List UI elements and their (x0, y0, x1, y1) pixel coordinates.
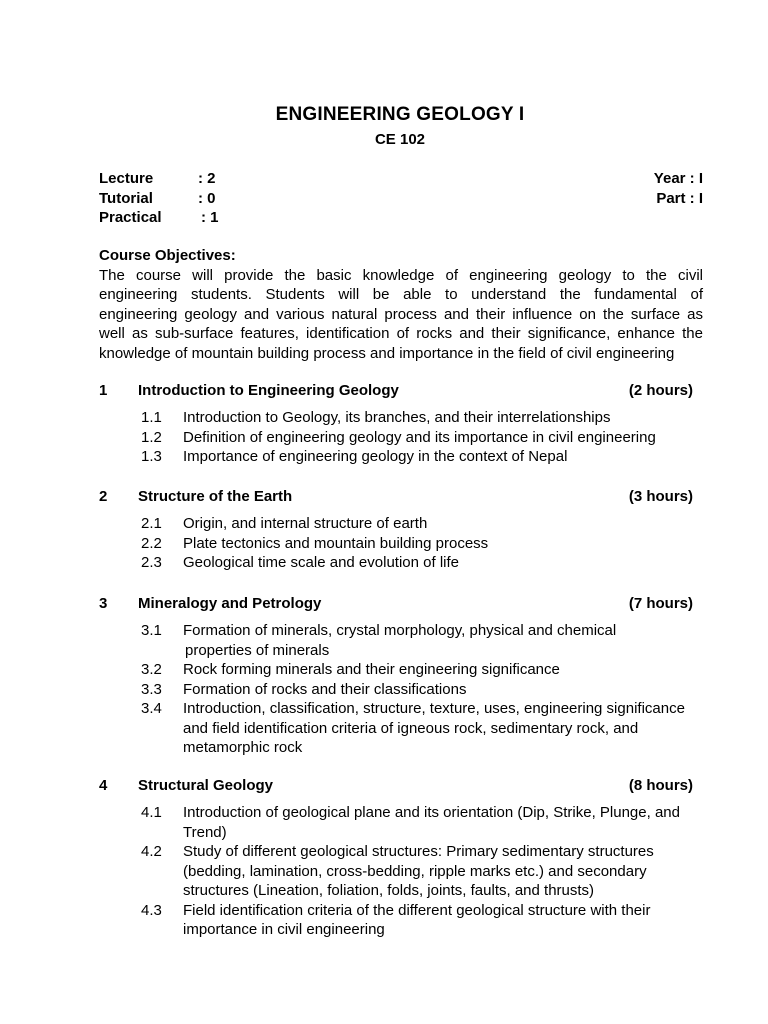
item-text: Rock forming minerals and their engineering significance (183, 661, 560, 678)
item-text: Plate tectonics and mountain building process (183, 534, 489, 552)
objectives-text (99, 266, 703, 364)
section-title: Introduction to Engineering Geology (138, 382, 399, 399)
item-line: Trend) (183, 823, 227, 841)
item-number: 3.4 (141, 700, 162, 717)
section-item (99, 699, 693, 758)
objectives-line: knowledge of mountain building process and importance in the field of civil engineering (99, 344, 675, 362)
item-text (183, 803, 693, 842)
item-number: 4.3 (141, 901, 162, 919)
item-text: Importance of engineering geology in the context of Nepal (183, 448, 568, 465)
year-value: Year : I (653, 170, 703, 187)
section-1 (99, 381, 693, 467)
item-line: Study of different geological structures: Primary sedimentary structures (183, 843, 654, 860)
item-line: (bedding, lamination, cross-bedding, ripple marks etc.) and secondary (183, 862, 647, 880)
section-title: Structural Geology (138, 777, 274, 794)
item-line: properties of minerals (185, 641, 330, 659)
item-line: Formation of minerals, crystal morphology, physical and chemical (183, 622, 617, 639)
section-item (99, 901, 693, 940)
item-number: 4.2 (141, 843, 162, 860)
section-item (99, 680, 693, 700)
section-number: 3 (99, 595, 108, 612)
item-number: 1.1 (141, 409, 162, 426)
objectives-line: The course will provide the basic knowledge of engineering geology to the civil (99, 266, 703, 284)
section-item (99, 408, 693, 428)
section-item (99, 660, 693, 680)
course-title: ENGINEERING GEOLOGY I (275, 104, 525, 125)
course-meta (99, 169, 703, 228)
section-item (99, 621, 693, 660)
section-title: Mineralogy and Petrology (138, 595, 322, 612)
meta-row-lecture (99, 169, 703, 189)
section-items (99, 514, 693, 573)
meta-row-tutorial (99, 189, 703, 209)
item-number: 1.3 (141, 448, 162, 465)
tutorial-value: : 0 (198, 189, 216, 207)
section-hours: (8 hours) (628, 777, 693, 794)
item-number: 2.3 (141, 554, 162, 571)
section-number: 2 (99, 488, 108, 505)
section-number: 4 (99, 777, 108, 794)
item-number: 4.1 (141, 804, 162, 821)
item-text (183, 621, 693, 660)
item-line: Field identification criteria of the different geological structure with their (183, 901, 651, 919)
section-4 (99, 776, 693, 940)
item-line: Introduction, classification, structure, texture, uses, engineering significance (183, 700, 685, 717)
objectives-heading: Course Objectives: (99, 247, 236, 264)
objectives-line: well as sub-surface features, identification of rocks and their significance, enhance the (99, 325, 703, 342)
item-number: 2.2 (141, 534, 162, 552)
item-line: metamorphic rock (183, 739, 303, 756)
section-3 (99, 594, 693, 758)
item-number: 3.3 (141, 680, 162, 698)
item-text: Geological time scale and evolution of life (183, 554, 459, 571)
item-line: importance in civil engineering (183, 921, 385, 938)
objectives-line: engineering geology and various natural process and their influence on the surface as (99, 305, 703, 323)
item-number: 3.2 (141, 661, 162, 678)
item-number: 2.1 (141, 515, 162, 532)
course-objectives (99, 246, 703, 363)
item-line: structures (Lineation, foliation, folds, joints, faults, and thrusts) (183, 882, 595, 899)
section-2 (99, 487, 693, 573)
section-heading (99, 776, 693, 796)
practical-label: Practical (99, 209, 162, 226)
section-heading (99, 594, 693, 614)
item-number: 3.1 (141, 622, 162, 639)
section-number: 1 (99, 382, 108, 399)
item-text: Formation of rocks and their classifications (183, 680, 467, 698)
course-code: CE 102 (374, 131, 426, 148)
section-item (99, 514, 693, 534)
item-text (183, 901, 693, 940)
section-item (99, 428, 693, 448)
tutorial-label: Tutorial (99, 189, 153, 207)
item-line: and field identification criteria of igneous rock, sedimentary rock, and (183, 719, 639, 737)
section-items (99, 621, 693, 758)
section-item (99, 534, 693, 554)
item-text: Introduction to Geology, its branches, and their interrelationships (183, 409, 611, 426)
meta-row-practical (99, 208, 703, 228)
lecture-label: Lecture (99, 170, 154, 187)
section-items (99, 408, 693, 467)
section-item (99, 803, 693, 842)
section-hours: (7 hours) (628, 595, 693, 612)
item-number: 1.2 (141, 428, 162, 446)
item-text: Origin, and internal structure of earth (183, 515, 428, 532)
lecture-value: : 2 (198, 170, 216, 187)
section-title: Structure of the Earth (138, 488, 293, 505)
part-value: Part : I (656, 189, 703, 207)
item-line: Introduction of geological plane and its orientation (Dip, Strike, Plunge, and (183, 804, 680, 821)
item-text (183, 699, 693, 758)
practical-value: : 1 (201, 209, 219, 226)
section-heading (99, 381, 693, 401)
section-items (99, 803, 693, 940)
section-item (99, 447, 693, 467)
item-text: Definition of engineering geology and its importance in civil engineering (183, 428, 656, 446)
item-text (183, 842, 693, 901)
section-hours: (2 hours) (628, 382, 693, 399)
section-heading (99, 487, 693, 507)
section-item (99, 842, 693, 901)
section-item (99, 553, 693, 573)
objectives-line: engineering students. Students will be able to understand the fundamental of (99, 286, 703, 303)
section-hours: (3 hours) (628, 488, 693, 505)
